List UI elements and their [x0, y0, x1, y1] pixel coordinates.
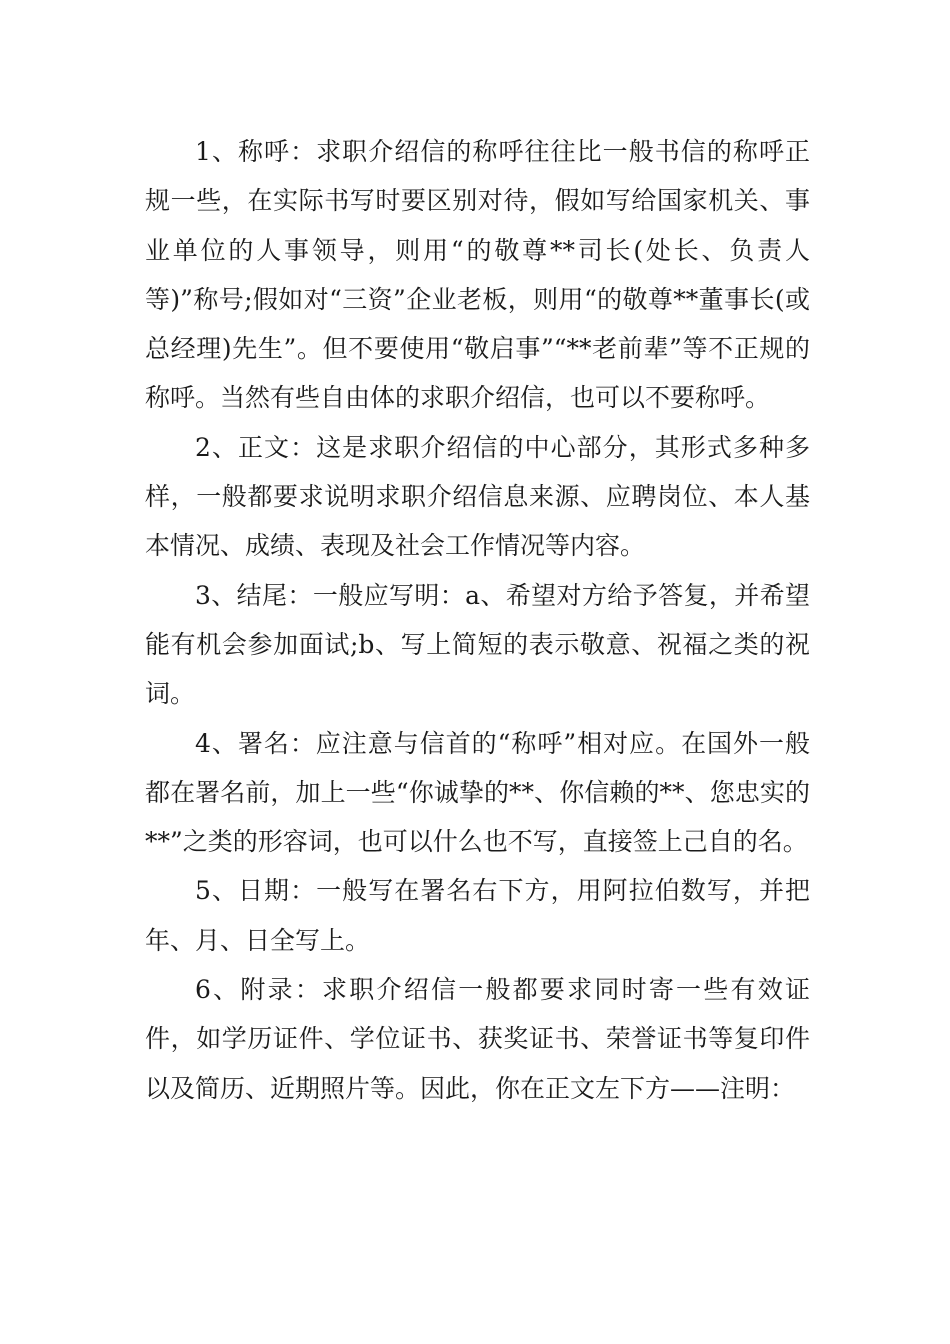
paragraph-signature: 4、署名：应注意与信首的“称呼”相对应。在国外一般都在署名前，加上一些“你诚挚的**、你信赖的**、您忠实的**”之类的形容词，也可以什么也不写，直接签上己自的名。: [145, 728, 810, 857]
paragraph-date: 5、日期：一般写在署名右下方，用阿拉伯数写，并把年、月、日全写上。: [145, 876, 810, 955]
paragraph-body-text: 2、正文：这是求职介绍信的中心部分，其形式多种多样，一般都要求说明求职介绍信息来源、应聘岗位、本人基本情况、成绩、表现及社会工作情况等内容。: [145, 432, 810, 561]
document-body: [145, 127, 810, 1113]
paragraph-appendix: 6、附录：求职介绍信一般都要求同时寄一些有效证件，如学历证件、学位证书、获奖证书、荣誉证书等复印件以及简历、近期照片等。因此，你在正文左下方——注明：: [145, 975, 810, 1103]
paragraph-salutation: 1、称呼：求职介绍信的称呼往往比一般书信的称呼正规一些，在实际书写时要区别对待，假如写给国家机关、事业单位的人事领导，则用“的敬尊**司长(处长、负责人等)”称号;假如对“三资”企业老板，则用“的敬尊**董事长(或总经理)先生”。但不要使用“敬启事”“**老前辈”等不正规的称呼。当然有些自由体的求职介绍信，也可以不要称呼。: [145, 137, 810, 413]
paragraph-closing: 3、结尾：一般应写明：a、希望对方给予答复，并希望能有机会参加面试;b、写上简短的表示敬意、祝福之类的祝词。: [145, 580, 810, 709]
